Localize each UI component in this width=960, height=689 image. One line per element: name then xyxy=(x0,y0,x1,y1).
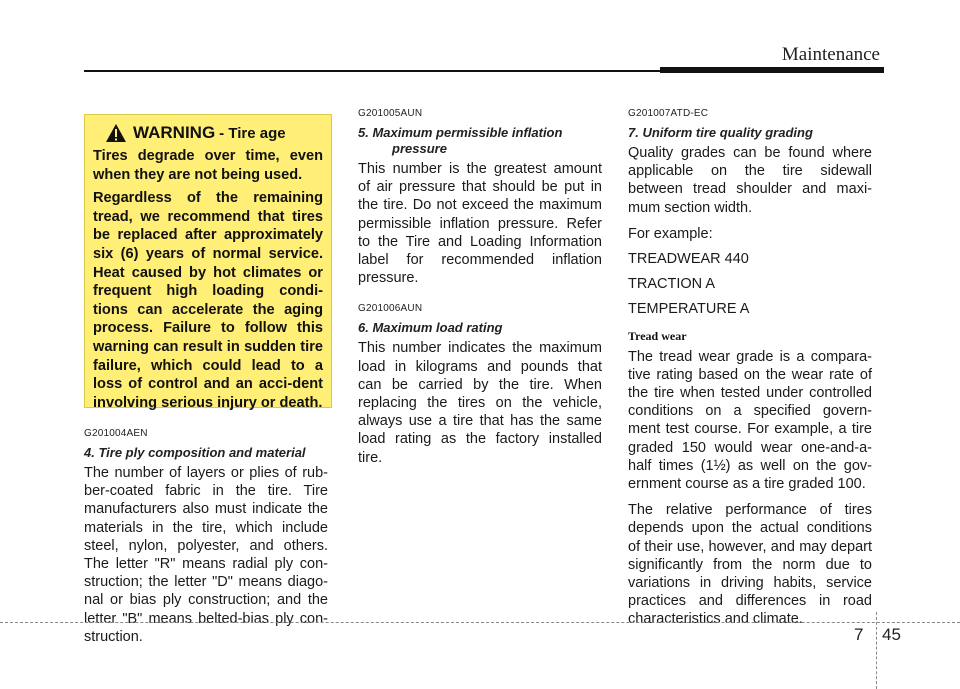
section-body: Quality grades can be found where applicable on the tire sidewall between tread shoulder and maxi-mum section width. xyxy=(628,145,872,216)
footer-divider xyxy=(876,612,877,689)
warning-title: WARNING xyxy=(133,123,216,142)
example-treadwear: TREADWEAR 440 xyxy=(628,251,749,268)
section-quality xyxy=(628,108,872,629)
example-temperature: TEMPERATURE A xyxy=(628,301,750,318)
section-body: This number is the greatest amount of air pressure that should be put in the tire. Do not exceed the maximum permissible inflation pressure. Refer to the Tire and Loading Information label for recommended inflation pressure. xyxy=(358,161,602,287)
tread-wear-body-1: The tread wear grade is a compara-tive rating based on the wear rate of the tire when tested under controlled conditions on a specified govern-ment test course. For example, a tire graded 150 would wear one-and-a-half times (1½) as well on the gov-ernment course as a tire graded 100. xyxy=(628,348,872,493)
chapter-number: 7 xyxy=(854,625,864,644)
section-code: G201005AUN xyxy=(358,108,423,119)
section-code: G201007ATD-EC xyxy=(628,108,709,119)
section-load xyxy=(358,303,602,466)
warning-paragraph-2: Regardless of the remaining tread, we recommend that tires be replaced after approximately six (6) years of normal service. Heat caused by hot climates or frequent high loading condi-tions can accelerate the aging process. Failure to follow this warning can result in sudden tire failure, which could lead to a loss of control and an acci-dent involving serious injury or death. xyxy=(93,190,323,411)
tread-wear-subheading: Tread wear xyxy=(628,328,687,343)
section-code: G201004AEN xyxy=(84,428,148,439)
section-title xyxy=(358,125,602,157)
section-title: 7. Uniform tire quality grading xyxy=(628,125,813,140)
section-body: This number indicates the maximum load in kilograms and pounds that can be carried by the tire. When replacing the tires on the vehicle, always use a tire that has the same load rating as the factory installed tire. xyxy=(358,340,602,466)
column-middle xyxy=(358,108,602,475)
section-inflation xyxy=(358,108,602,287)
section-body: The number of layers or plies of rub-ber-coated fabric in the tire. Tire manufacturers also must indicate the materials in the tire, which include steel, nylon, polyester, and others. The letter "R" means radial ply con-struction; the letter "D" means diago-nal or bias ply construction; and the letter "B" means belted-bias ply con-struction. xyxy=(84,465,328,645)
column-right xyxy=(628,108,872,637)
section-title-line-1: 5. Maximum permissible inflation xyxy=(358,125,563,140)
warning-subtitle: - Tire age xyxy=(219,124,286,142)
warning-paragraph-1: Tires degrade over time, even when they are not being used. xyxy=(93,148,323,183)
example-label: For example: xyxy=(628,225,713,242)
warning-triangle-icon xyxy=(105,123,127,143)
section-title: 6. Maximum load rating xyxy=(358,320,503,336)
section-title: 4. Tire ply composition and material xyxy=(84,445,306,460)
footer-rule xyxy=(0,622,960,623)
section-ply xyxy=(84,428,328,646)
page-number: 45 xyxy=(882,625,901,644)
column-left xyxy=(84,108,328,654)
tread-wear-body-2: The relative performance of tires depends upon the actual conditions of their use, however, and may depart significantly from the norm due to variations in driving habits, service practices and differences in road characteristics and climate. xyxy=(628,502,872,628)
warning-header xyxy=(105,123,323,143)
warning-box xyxy=(84,114,332,411)
page-header-title: Maintenance xyxy=(781,44,880,65)
section-title-line-2: pressure xyxy=(392,141,447,156)
section-code: G201006AUN xyxy=(358,303,423,315)
example-traction: TRACTION A xyxy=(628,276,716,293)
header-rule-accent xyxy=(660,67,884,73)
